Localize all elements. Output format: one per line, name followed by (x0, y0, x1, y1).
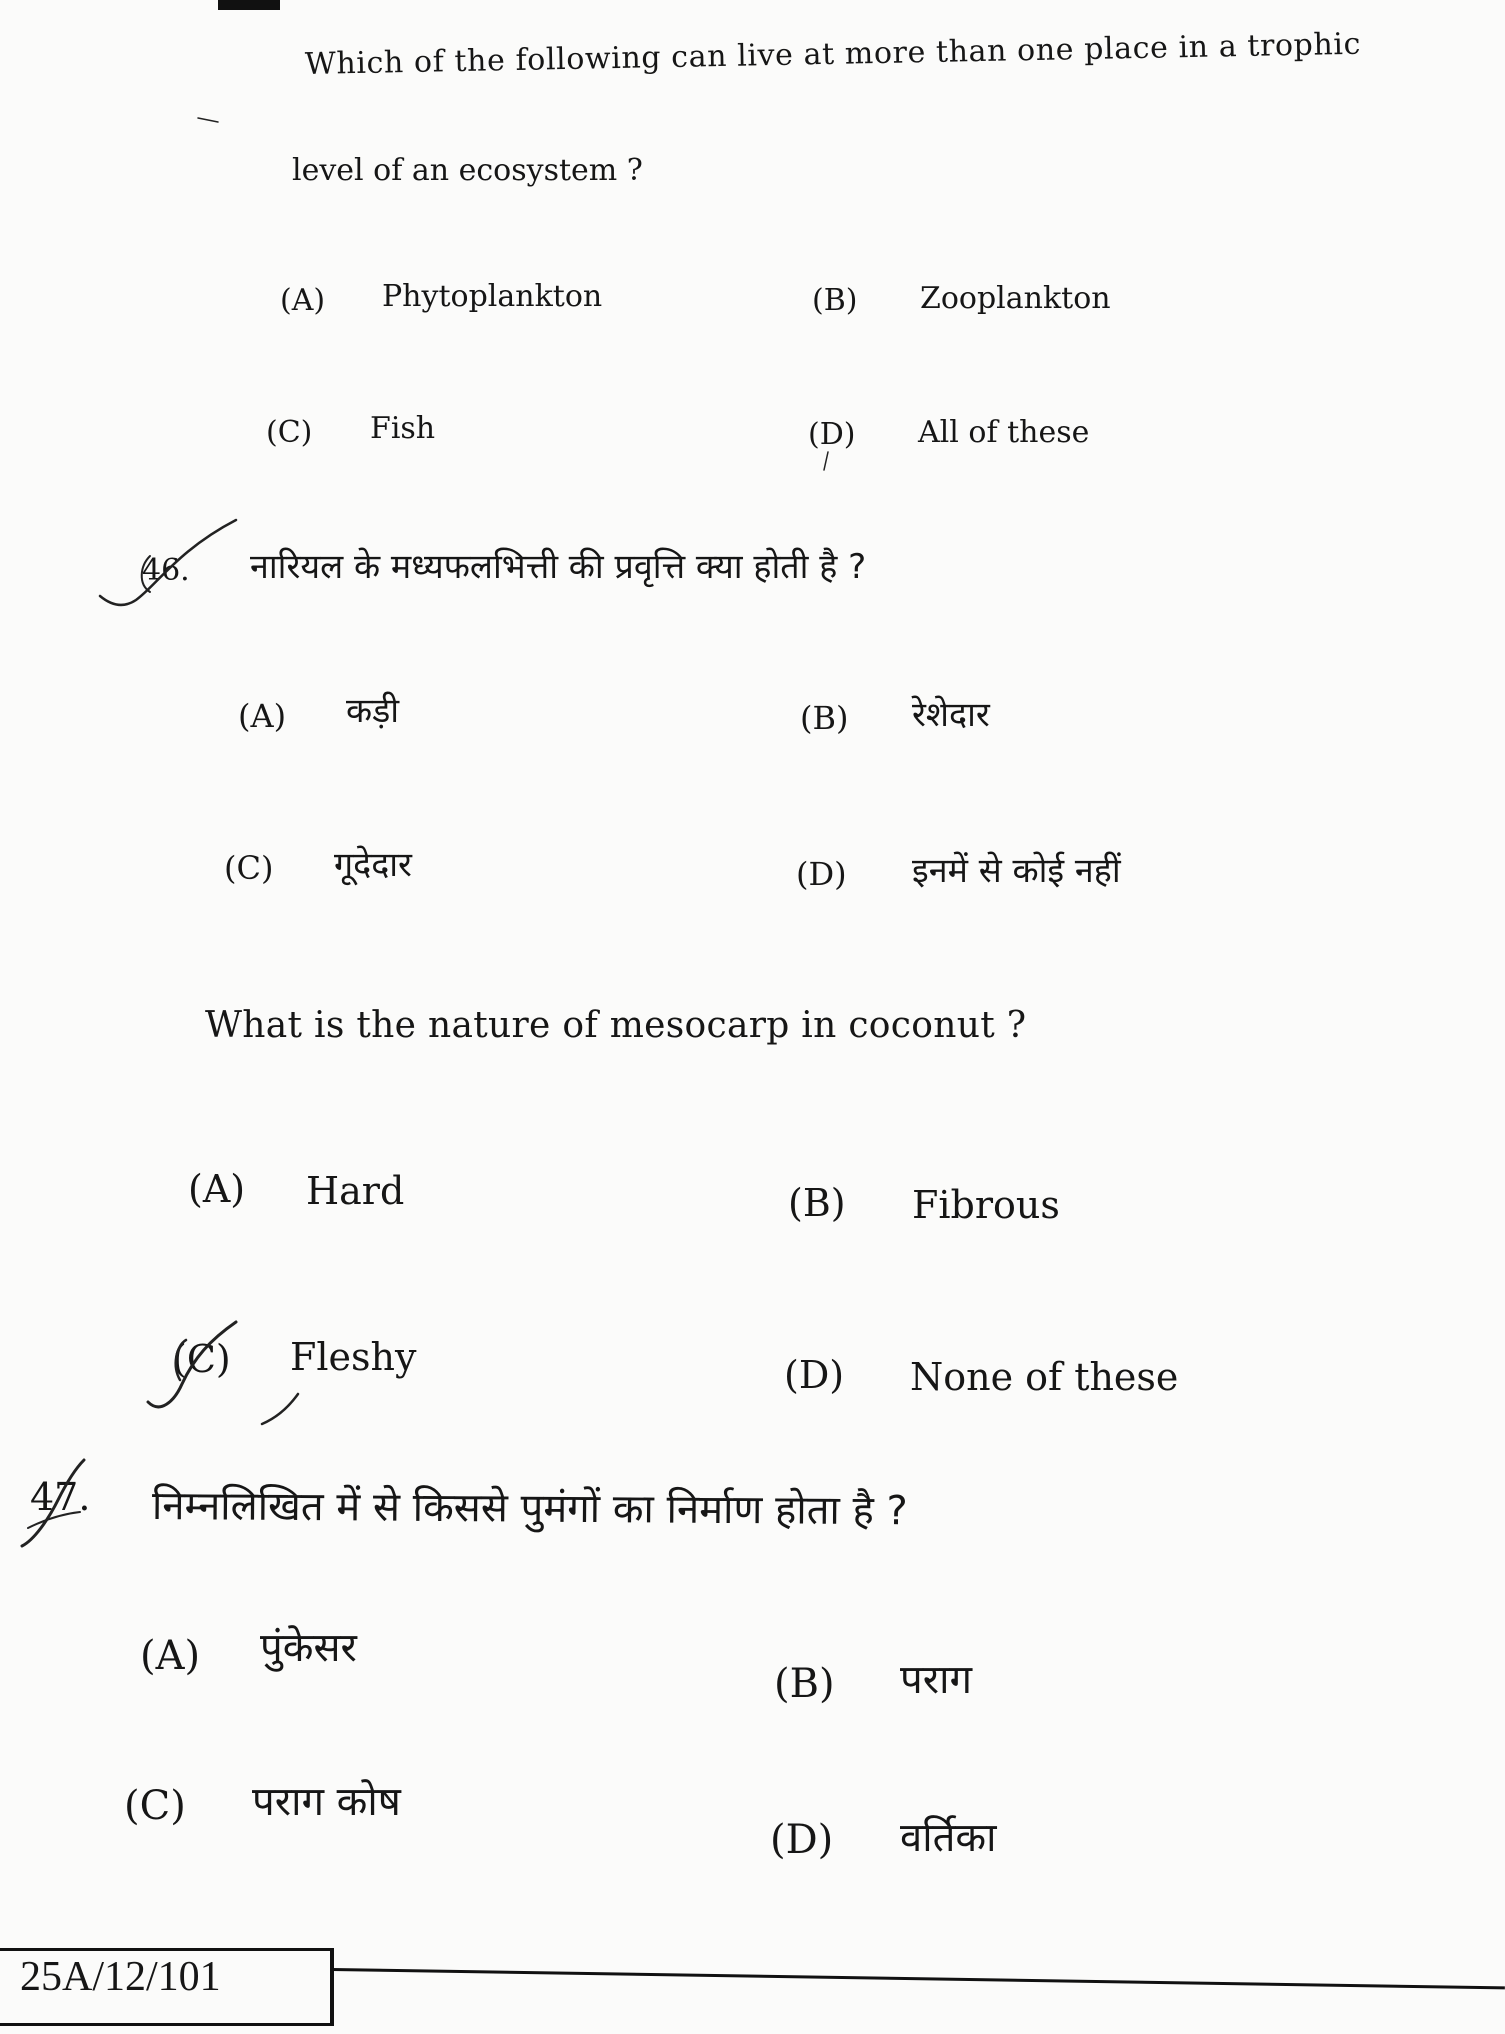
option-letter: (A) (140, 1633, 201, 1679)
option-letter: (C) (124, 1783, 186, 1829)
option-letter: (D) (784, 1353, 845, 1397)
option-text: Zooplankton (920, 281, 1111, 316)
question-46-english-option-a (188, 1167, 405, 1213)
option-letter: (D) (808, 417, 856, 452)
option-letter: (B) (788, 1181, 846, 1225)
footer-paper-code: 25A/12/101 (20, 1954, 221, 2000)
q46-option-c-underline (262, 1394, 298, 1424)
option-letter: (C) (172, 1337, 231, 1381)
question-45-option-c (266, 411, 436, 450)
question-47-option-b (774, 1657, 972, 1707)
option-text: All of these (918, 415, 1090, 450)
footer-rule (332, 1968, 1505, 1989)
question-46-hindi-option-d (796, 851, 1121, 893)
option-letter: (C) (266, 415, 313, 450)
question-46-hindi-option-a (238, 691, 400, 735)
question-45-stem-line2: level of an ecosystem ? (292, 153, 643, 188)
option-letter: (D) (770, 1817, 834, 1863)
question-47-option-c (124, 1779, 401, 1829)
question-47-number: 47. (30, 1475, 91, 1519)
q45-option-d-tick (824, 452, 828, 470)
question-46-hindi-option-c (224, 845, 412, 887)
question-46-hindi-stem: नारियल के मध्यफलभित्ती की प्रवृत्ति क्या होती है ? (250, 547, 867, 587)
option-letter: (B) (800, 699, 849, 737)
option-text: कड़ी (346, 691, 400, 731)
option-text: रेशेदार (912, 695, 990, 735)
option-text: पराग कोष (252, 1779, 401, 1825)
question-45-option-a (280, 279, 603, 318)
question-45-stem-line1: Which of the following can live at more than one place in a trophic (304, 26, 1362, 82)
corner-mark (218, 0, 280, 10)
question-46-hindi-option-b (800, 695, 990, 737)
option-text: पुंकेसर (260, 1625, 357, 1671)
question-46-number: 46. (142, 553, 190, 588)
option-text: Phytoplankton (382, 279, 603, 314)
option-text: Fish (370, 411, 436, 446)
question-45-option-d (808, 415, 1090, 452)
option-letter: (A) (280, 283, 326, 318)
question-46-english-option-b (788, 1181, 1060, 1227)
margin-dash (198, 118, 218, 122)
question-46-english-stem: What is the nature of mesocarp in coconut ? (205, 1005, 1027, 1046)
option-letter: (C) (224, 849, 274, 887)
option-text: वर्तिका (900, 1815, 997, 1861)
option-letter: (A) (188, 1167, 246, 1211)
option-text: Hard (306, 1169, 405, 1213)
option-text: गूदेदार (334, 845, 412, 885)
option-text: Fleshy (290, 1335, 417, 1379)
question-45-option-b (812, 281, 1111, 318)
option-letter: (B) (774, 1661, 835, 1707)
option-letter: (A) (238, 697, 287, 735)
option-text: Fibrous (912, 1183, 1060, 1227)
question-47-option-d (770, 1815, 997, 1863)
option-text: इनमें से कोई नहीं (912, 851, 1121, 891)
option-letter: (B) (812, 283, 858, 318)
question-46-english-option-c (172, 1335, 417, 1381)
option-letter: (D) (796, 855, 847, 893)
option-text: None of these (910, 1355, 1179, 1399)
question-47-option-a (140, 1625, 357, 1679)
option-text: पराग (900, 1657, 972, 1703)
question-47-hindi-stem: निम्नलिखित में से किससे पुमंगों का निर्माण होता है ? (151, 1483, 908, 1535)
question-46-english-option-d (784, 1353, 1179, 1399)
